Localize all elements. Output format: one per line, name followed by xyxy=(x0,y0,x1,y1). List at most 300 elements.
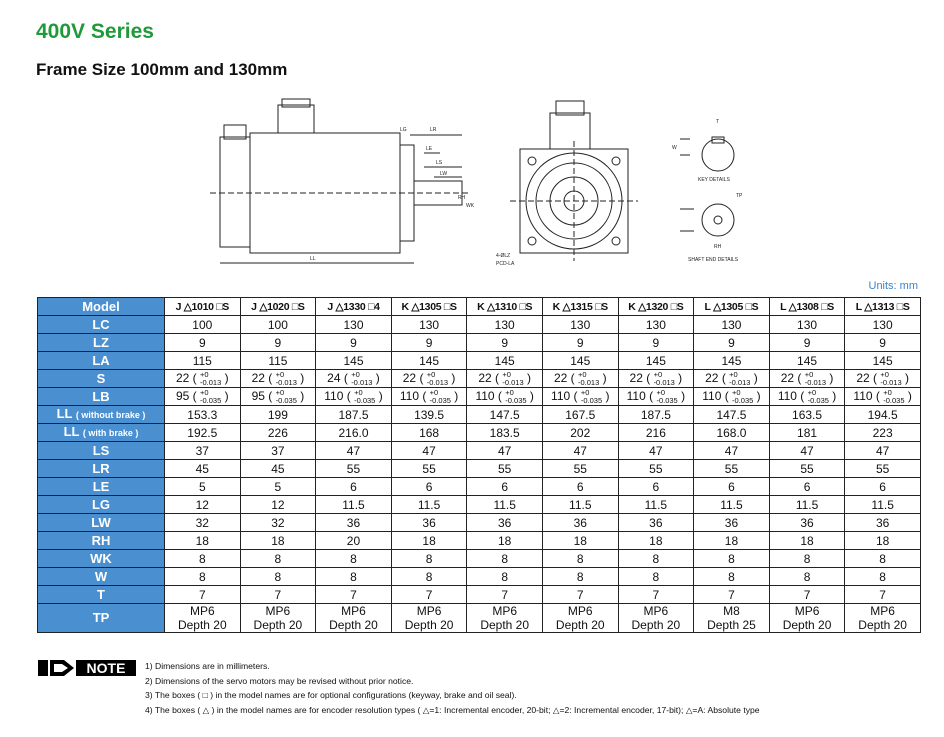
thread-size: MP6 xyxy=(265,604,291,618)
tolerance xyxy=(276,389,297,405)
row-label xyxy=(38,352,165,370)
tolerance-upper: +0 xyxy=(426,369,436,379)
value-cell: 110 ( +0 -0.035 ) xyxy=(542,388,618,406)
value-cell: 110 ( +0 -0.035 ) xyxy=(316,388,392,406)
value-cell: 147.5 xyxy=(694,406,770,424)
dimension-row-la xyxy=(38,352,921,370)
row-label-text: LZ xyxy=(93,334,109,350)
value-cell: 7 xyxy=(240,586,316,604)
value-cell: 55 xyxy=(316,460,392,478)
dimension-row-lb xyxy=(38,388,921,406)
row-label xyxy=(38,514,165,532)
value-cell: 130 xyxy=(316,316,392,334)
value-cell: 47 xyxy=(542,442,618,460)
thread-size: MP6 xyxy=(492,604,518,618)
value-cell: 37 xyxy=(165,442,241,460)
tolerance xyxy=(880,371,901,387)
tolerance-upper: +0 xyxy=(807,387,817,397)
thread-size: MP6 xyxy=(189,604,215,618)
row-label xyxy=(38,334,165,352)
value-cell: 145 xyxy=(845,352,921,370)
row-label-text: LB xyxy=(92,388,110,404)
model-name-cell: L △1305 □S xyxy=(694,298,770,316)
row-label-text: LE xyxy=(92,478,110,494)
value-cell: 8 xyxy=(769,550,845,568)
nominal-value: 22 xyxy=(175,370,190,385)
tolerance xyxy=(581,389,602,405)
tolerance xyxy=(200,389,221,405)
value-cell: 55 xyxy=(694,460,770,478)
thread-size: MP6 xyxy=(341,604,366,618)
value-cell: 7 xyxy=(165,586,241,604)
value-cell: 11.5 xyxy=(845,496,921,514)
tolerance-lower: -0.035 xyxy=(580,395,603,405)
dimension-row-ll xyxy=(38,424,921,442)
value-cell: 18 xyxy=(769,532,845,550)
value-cell: 47 xyxy=(391,442,467,460)
value-cell: 36 xyxy=(769,514,845,532)
value-cell: 22 ( +0 -0.013 ) xyxy=(769,370,845,388)
tolerance-upper: +0 xyxy=(275,369,285,379)
value-cell: 37 xyxy=(240,442,316,460)
thread-depth: Depth 20 xyxy=(480,618,530,632)
value-cell: 100 xyxy=(240,316,316,334)
row-label xyxy=(38,316,165,334)
row-label xyxy=(38,568,165,586)
value-cell: 95 ( +0 -0.035 ) xyxy=(165,388,241,406)
value-cell: 18 xyxy=(467,532,543,550)
model-name-cell: K △1315 □S xyxy=(542,298,618,316)
value-cell: 8 xyxy=(165,550,241,568)
value-cell: 22 ( +0 -0.013 ) xyxy=(240,370,316,388)
value-cell: 223 xyxy=(845,424,921,442)
value-cell: 8 xyxy=(391,568,467,586)
tolerance-upper: +0 xyxy=(656,387,666,397)
value-cell: 22 ( +0 -0.013 ) xyxy=(467,370,543,388)
note-item: 2) Dimensions of the servo motors may be revised without prior notice. xyxy=(145,675,414,686)
row-label xyxy=(38,442,165,460)
value-cell: 18 xyxy=(240,532,316,550)
tolerance-upper: +0 xyxy=(505,387,514,397)
tolerance-lower: -0.035 xyxy=(807,395,829,405)
value-cell: 45 xyxy=(240,460,316,478)
value-cell: 36 xyxy=(467,514,543,532)
value-cell: 145 xyxy=(769,352,845,370)
value-cell: 168.0 xyxy=(694,424,770,442)
nominal-value: 110 xyxy=(475,388,495,403)
value-cell: 5 xyxy=(240,478,316,496)
front-view-drawing xyxy=(510,101,638,261)
value-cell: 9 xyxy=(391,334,467,352)
note-item: 3) The boxes ( □ ) in the model names are for optional configurations (keyway, brake and oil seal). xyxy=(145,690,517,701)
tolerance xyxy=(729,371,750,387)
tolerance-lower: -0.013 xyxy=(729,377,751,387)
value-cell xyxy=(467,604,543,633)
row-label-text: RH xyxy=(91,532,111,548)
dimension-row-lw xyxy=(38,514,921,532)
value-cell: 216 xyxy=(618,424,694,442)
tolerance-upper: +0 xyxy=(275,387,285,397)
label-t: T xyxy=(716,119,720,125)
thread-size: M8 xyxy=(723,604,740,618)
thread-depth: Depth 20 xyxy=(404,618,454,632)
value-cell: 194.5 xyxy=(845,406,921,424)
value-cell: 22 ( +0 -0.013 ) xyxy=(165,370,241,388)
value-cell: 6 xyxy=(694,478,770,496)
value-cell: 145 xyxy=(542,352,618,370)
value-cell: 6 xyxy=(845,478,921,496)
tolerance-lower: -0.013 xyxy=(275,377,297,387)
dimension-row-wk xyxy=(38,550,921,568)
value-cell: 47 xyxy=(694,442,770,460)
value-cell: 11.5 xyxy=(694,496,770,514)
value-cell: 145 xyxy=(618,352,694,370)
note-badge-text: NOTE xyxy=(86,660,126,676)
value-cell: 110 ( +0 -0.035 ) xyxy=(845,388,921,406)
row-label xyxy=(38,460,165,478)
value-cell: 153.3 xyxy=(165,406,241,424)
value-cell: 6 xyxy=(618,478,694,496)
model-name-cell: K △1305 □S xyxy=(391,298,467,316)
value-cell: 100 xyxy=(165,316,241,334)
row-label-text: LG xyxy=(91,496,111,512)
value-cell: 7 xyxy=(694,586,770,604)
nominal-value: 110 xyxy=(551,388,571,403)
thread-size: MP6 xyxy=(794,604,820,618)
value-cell: 145 xyxy=(316,352,392,370)
model-name-cell: L △1313 □S xyxy=(845,298,921,316)
value-cell xyxy=(769,604,845,633)
row-label xyxy=(38,478,165,496)
tolerance-upper: +0 xyxy=(577,369,587,379)
value-cell: 7 xyxy=(542,586,618,604)
value-cell: 8 xyxy=(618,550,694,568)
value-cell: 145 xyxy=(391,352,467,370)
value-cell: 7 xyxy=(618,586,694,604)
tolerance-lower: -0.013 xyxy=(200,377,222,387)
dimension-row-rh xyxy=(38,532,921,550)
motor-dimension-drawings xyxy=(210,95,770,275)
nominal-value: 22 xyxy=(629,370,643,385)
model-name-cell: K △1310 □S xyxy=(467,298,543,316)
value-cell: 115 xyxy=(240,352,316,370)
value-cell: 22 ( +0 -0.013 ) xyxy=(391,370,467,388)
value-cell: 6 xyxy=(769,478,845,496)
value-cell: 8 xyxy=(845,568,921,586)
row-label-model: Model xyxy=(38,298,165,316)
value-cell: 45 xyxy=(165,460,241,478)
row-label xyxy=(38,406,165,424)
row-label-text: LL xyxy=(63,424,80,439)
value-cell: 9 xyxy=(165,334,241,352)
thread-depth: Depth 20 xyxy=(253,618,303,632)
nominal-value: 110 xyxy=(777,388,797,403)
tolerance-lower: -0.035 xyxy=(275,395,297,405)
value-cell: 36 xyxy=(618,514,694,532)
value-cell: 7 xyxy=(467,586,543,604)
value-cell: 145 xyxy=(694,352,770,370)
tolerance-lower: -0.013 xyxy=(653,377,675,387)
model-header-row xyxy=(38,298,921,316)
value-cell: 145 xyxy=(467,352,543,370)
value-cell: 192.5 xyxy=(165,424,241,442)
label-shaft-end-details: SHAFT END DETAILS xyxy=(688,257,739,263)
value-cell: 12 xyxy=(165,496,241,514)
value-cell xyxy=(240,604,316,633)
tolerance xyxy=(427,371,448,387)
value-cell xyxy=(694,604,770,633)
value-cell: 11.5 xyxy=(391,496,467,514)
value-cell: 9 xyxy=(845,334,921,352)
row-label-text: WK xyxy=(90,550,112,566)
label-rh: RH xyxy=(458,195,466,201)
value-cell: 18 xyxy=(694,532,770,550)
value-cell: 130 xyxy=(542,316,618,334)
value-cell: 36 xyxy=(542,514,618,532)
value-cell xyxy=(845,604,921,633)
label-le: LE xyxy=(426,146,433,152)
value-cell: 47 xyxy=(467,442,543,460)
tolerance-upper: +0 xyxy=(200,369,209,379)
thread-depth: Depth 20 xyxy=(782,618,832,632)
label-lr: LR xyxy=(430,127,437,133)
value-cell: 8 xyxy=(316,550,392,568)
value-cell: 6 xyxy=(316,478,392,496)
value-cell: 12 xyxy=(240,496,316,514)
value-cell: 18 xyxy=(845,532,921,550)
model-name-cell: J △1020 □S xyxy=(240,298,316,316)
value-cell: 47 xyxy=(845,442,921,460)
side-view-drawing xyxy=(210,99,470,263)
tolerance xyxy=(654,371,675,387)
value-cell: 55 xyxy=(467,460,543,478)
value-cell: 55 xyxy=(618,460,694,478)
value-cell: 8 xyxy=(694,550,770,568)
tolerance-upper: +0 xyxy=(732,387,741,397)
tolerance-upper: +0 xyxy=(729,369,738,379)
tolerance-upper: +0 xyxy=(653,369,663,379)
tolerance-lower: -0.013 xyxy=(502,377,524,387)
thread-depth: Depth 20 xyxy=(177,618,227,632)
value-cell: 8 xyxy=(542,568,618,586)
value-cell: 47 xyxy=(769,442,845,460)
value-cell: 202 xyxy=(542,424,618,442)
row-label xyxy=(38,424,165,442)
value-cell: 163.5 xyxy=(769,406,845,424)
row-label xyxy=(38,370,165,388)
dimension-row-ll xyxy=(38,406,921,424)
value-cell: 9 xyxy=(694,334,770,352)
value-cell: 9 xyxy=(769,334,845,352)
value-cell: 187.5 xyxy=(316,406,392,424)
value-cell: 32 xyxy=(165,514,241,532)
nominal-value: 22 xyxy=(251,370,265,385)
row-label-text: TP xyxy=(92,610,110,625)
tolerance-lower: -0.035 xyxy=(200,395,222,405)
row-label xyxy=(38,586,165,604)
value-cell: 36 xyxy=(316,514,392,532)
nominal-value: 110 xyxy=(324,388,344,403)
tolerance-lower: -0.013 xyxy=(426,377,449,387)
value-cell: 8 xyxy=(845,550,921,568)
value-cell: 55 xyxy=(542,460,618,478)
value-cell: 130 xyxy=(694,316,770,334)
dimension-row-le xyxy=(38,478,921,496)
value-cell: 22 ( +0 -0.013 ) xyxy=(845,370,921,388)
label-lz: 4-ØLZ xyxy=(496,253,511,259)
row-label-text: LA xyxy=(92,352,110,368)
value-cell: 199 xyxy=(240,406,316,424)
key-details-drawing xyxy=(680,137,734,236)
nominal-value: 110 xyxy=(702,388,722,403)
value-cell: 8 xyxy=(769,568,845,586)
row-label xyxy=(38,532,165,550)
value-cell: 36 xyxy=(391,514,467,532)
value-cell: 11.5 xyxy=(316,496,392,514)
dimension-row-lz xyxy=(38,334,921,352)
nominal-value: 110 xyxy=(626,388,646,403)
row-label xyxy=(38,496,165,514)
value-cell: 47 xyxy=(316,442,392,460)
thread-depth: Depth 20 xyxy=(329,618,378,632)
tolerance-upper: +0 xyxy=(502,369,511,379)
thread-size: MP6 xyxy=(416,604,442,618)
tolerance-lower: -0.035 xyxy=(505,395,527,405)
thread-depth: Depth 20 xyxy=(631,618,681,632)
row-label-text: LL xyxy=(56,406,73,421)
row-label-text: S xyxy=(96,370,106,386)
note-badge-graphic xyxy=(38,657,138,679)
nominal-value: 22 xyxy=(705,370,719,385)
value-cell: 24 ( +0 -0.013 ) xyxy=(316,370,392,388)
row-label xyxy=(38,388,165,406)
tolerance xyxy=(883,389,904,405)
value-cell: 18 xyxy=(618,532,694,550)
value-cell: 55 xyxy=(845,460,921,478)
label-pcd: PCD-LA xyxy=(496,261,515,267)
tolerance xyxy=(200,371,221,387)
tolerance xyxy=(351,371,372,387)
units-label: Units: mm xyxy=(868,280,918,292)
value-cell xyxy=(542,604,618,633)
value-cell: 167.5 xyxy=(542,406,618,424)
value-cell: 20 xyxy=(316,532,392,550)
tolerance-upper: +0 xyxy=(804,369,814,379)
value-cell: 9 xyxy=(316,334,392,352)
value-cell: 18 xyxy=(165,532,241,550)
value-cell: 7 xyxy=(769,586,845,604)
tolerance-lower: -0.035 xyxy=(656,395,678,405)
value-cell: 18 xyxy=(542,532,618,550)
tolerance xyxy=(276,371,297,387)
row-label-text: LS xyxy=(92,442,110,458)
dimension-row-w xyxy=(38,568,921,586)
model-name-cell: J △1330 □4 xyxy=(316,298,392,316)
value-cell xyxy=(316,604,392,633)
value-cell: 8 xyxy=(165,568,241,586)
value-cell: 55 xyxy=(391,460,467,478)
label-ll: LL xyxy=(310,256,316,262)
thread-depth: Depth 20 xyxy=(555,618,605,632)
dimension-row-t xyxy=(38,586,921,604)
tolerance xyxy=(808,389,829,405)
value-cell: 130 xyxy=(845,316,921,334)
label-lw: LW xyxy=(440,171,448,177)
thread-depth: Depth 20 xyxy=(858,618,907,632)
notes xyxy=(145,659,760,717)
dimension-row-lg xyxy=(38,496,921,514)
value-cell: 168 xyxy=(391,424,467,442)
value-cell: 130 xyxy=(467,316,543,334)
value-cell: 18 xyxy=(391,532,467,550)
tolerance-lower: -0.035 xyxy=(732,395,754,405)
value-cell: 8 xyxy=(391,550,467,568)
nominal-value: 22 xyxy=(478,370,492,385)
value-cell: 22 ( +0 -0.013 ) xyxy=(694,370,770,388)
value-cell: 187.5 xyxy=(618,406,694,424)
row-label-text: LW xyxy=(91,514,111,530)
value-cell: 22 ( +0 -0.013 ) xyxy=(542,370,618,388)
value-cell: 8 xyxy=(240,568,316,586)
thread-size: MP6 xyxy=(643,604,669,618)
value-cell: 9 xyxy=(240,334,316,352)
tolerance-lower: -0.013 xyxy=(804,377,827,387)
nominal-value: 22 xyxy=(780,370,795,385)
value-cell: 181 xyxy=(769,424,845,442)
value-cell: 11.5 xyxy=(467,496,543,514)
label-rh-shaft: RH xyxy=(714,244,722,250)
value-cell: 32 xyxy=(240,514,316,532)
row-label-text: LR xyxy=(92,460,110,476)
value-cell: 8 xyxy=(316,568,392,586)
frame-size-title: Frame Size 100mm and 130mm xyxy=(36,60,288,79)
tolerance-upper: +0 xyxy=(580,387,590,397)
value-cell xyxy=(165,604,241,633)
nominal-value: 22 xyxy=(553,370,568,385)
value-cell: 11.5 xyxy=(542,496,618,514)
value-cell: 8 xyxy=(694,568,770,586)
value-cell: 183.5 xyxy=(467,424,543,442)
note-item: 1) Dimensions are in millimeters. xyxy=(145,661,270,671)
value-cell: 11.5 xyxy=(769,496,845,514)
model-name-cell: K △1320 □S xyxy=(618,298,694,316)
tolerance-upper: +0 xyxy=(883,387,892,397)
value-cell: 6 xyxy=(467,478,543,496)
value-cell: 216.0 xyxy=(316,424,392,442)
value-cell: 130 xyxy=(391,316,467,334)
dimension-row-tp xyxy=(38,604,921,633)
value-cell: 11.5 xyxy=(618,496,694,514)
row-label-sub: ( without brake ) xyxy=(75,410,146,420)
nominal-value: 22 xyxy=(402,370,417,385)
tolerance-upper: +0 xyxy=(200,387,209,397)
value-cell: 47 xyxy=(618,442,694,460)
tolerance xyxy=(430,389,451,405)
label-wk: WK xyxy=(466,203,475,209)
value-cell: 95 ( +0 -0.035 ) xyxy=(240,388,316,406)
thread-size: MP6 xyxy=(567,604,593,618)
value-cell: 6 xyxy=(391,478,467,496)
nominal-value: 22 xyxy=(856,370,870,385)
row-label xyxy=(38,604,165,633)
value-cell: 7 xyxy=(316,586,392,604)
tolerance xyxy=(805,371,826,387)
nominal-value: 110 xyxy=(853,388,873,403)
tolerance-upper: +0 xyxy=(880,369,889,379)
nominal-value: 110 xyxy=(399,388,419,403)
value-cell: 22 ( +0 -0.013 ) xyxy=(618,370,694,388)
label-lg: LG xyxy=(400,127,407,133)
